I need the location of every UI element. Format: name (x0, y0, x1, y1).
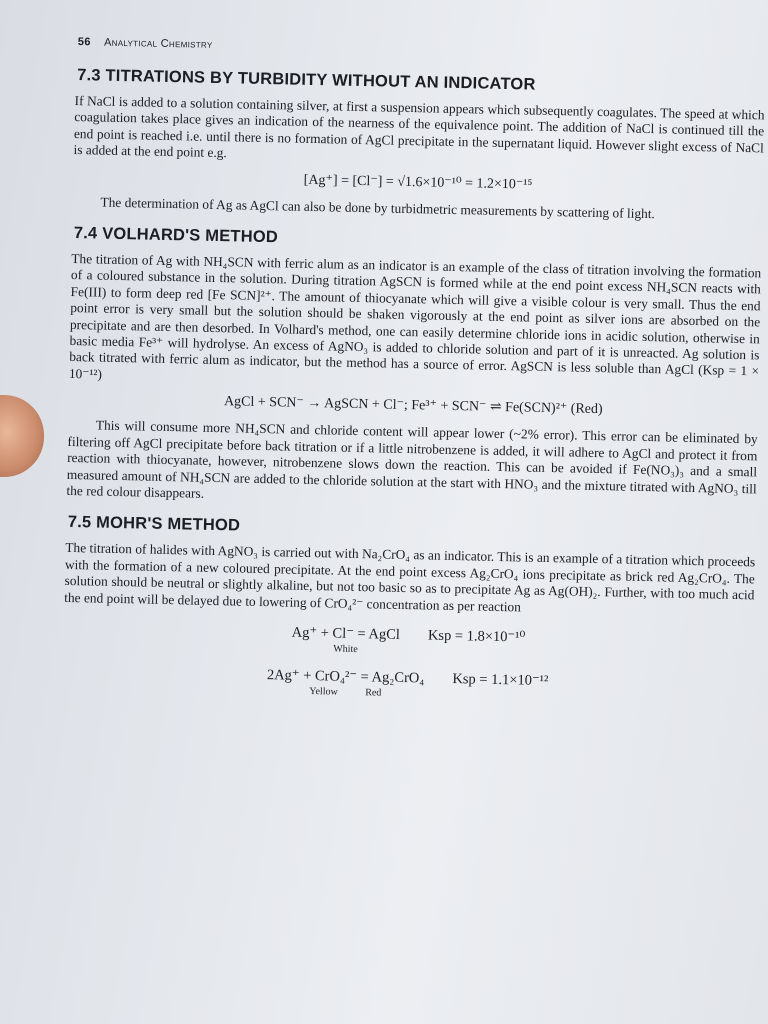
paragraph: This will consume more NH₄SCN and chloride content will appear lower (~2% error). This error can be eliminated by filtering off AgCl precipitate before back titration or if a little nitrobenzene is added, it will adhere to AgCl and protect it from reaction with thiocyanate, however, nitrobenzene slows down the reaction. This can be avoided if Fe(NO₃)₃ and a small measured amount of NH₄SCN are added to the chloride solution at the start with HNO₃ and the mixture titrated with AgNO₃ till the red colour disappears. (66, 417, 758, 501)
section-heading: 7.3 TITRATIONS BY TURBIDITY WITHOUT AN INDICATOR (76, 66, 536, 94)
section-7-4 (66, 224, 762, 514)
precipitate-label: White (333, 643, 358, 655)
equation-silver-chloride (63, 620, 753, 663)
ksp-value: Ksp = 1.8×10⁻¹⁰ (427, 627, 526, 646)
section-heading: 7.4 VOLHARD'S METHOD (73, 224, 279, 247)
precipitate-label: Red (365, 687, 382, 699)
section-7-3 (72, 66, 765, 224)
equation-silver-chromate (62, 663, 752, 706)
paragraph: The titration of Ag with NH₄SCN with ferric alum as an indicator is an example of the class of titration involving the formation of a coloured substance in the solution. During titration AgSCN is formed while at the end point excess NH₄SCN reacts with Fe(III) to form deep red [Fe SCN]²⁺. The amount of thiocyanate which will give a visible colour is very small. Thus the end point error is very small but the solution should be shaken vigorously at the end point as silver ions are absorbed on the precipitate and are then desorbed. In Volhard's method, one can easily determine chloride ions in acidic solution, otherwise in basic media Fe³⁺ will hydrolyse. An excess of AgNO₃ is added to chloride solution and part of it is unreacted. Ag solution is back titrated with ferric alum as indicator, but the method has a source of error. AgSCN is less soluble than AgCl (Ksp = 1 × 10⁻¹²) (68, 250, 762, 382)
equation: AgCl + SCN⁻ → AgSCN + Cl⁻; Fe³⁺ + SCN⁻ ⇌ Fe(SCN)²⁺ (Red) (223, 394, 603, 418)
equation: [Ag⁺] = [Cl⁻] = √1.6×10⁻¹⁰ = 1.2×10⁻¹⁵ (303, 172, 533, 193)
section-7-5 (62, 513, 756, 706)
running-head-title: Analytical Chemistry (103, 36, 213, 51)
thumb (0, 395, 44, 477)
page-content (62, 36, 766, 710)
paragraph: The determination of Ag as AgCl can also be done by turbidmetric measurements by scattering of light. (100, 194, 656, 221)
ksp-value: Ksp = 1.1×10⁻¹² (452, 670, 549, 689)
paragraph: The titration of halides with AgNO₃ is carried out with Na₂CrO₄ as an indicator. This is an example of a titration which proceeds with the formation of a new coloured precipitate. At the end point excess Ag₂CrO₄ ions precipitate as brick red Ag₂CrO₄. The solution should be neutral or slightly alkaline, but not too basic so as to precipitate Ag as Ag(OH)₂. Further, with too much acid the end point will be delayed due to lowering of CrO₄²⁻ concentration as per reaction (64, 540, 756, 614)
reaction: 2Ag⁺ + CrO₄²⁻ = Ag₂CrO₄ (266, 667, 425, 687)
chromate-label: Yellow (309, 685, 338, 698)
running-head (78, 36, 766, 62)
paragraph: If NaCl is added to a solution containing silver, at first a suspension appears which subsequently coagulates. The speed at which coagulation takes place gives an indication of the nearness of the equivalence point. The addition of NaCl is continued till the end point is reached i.e. until there is no formation of AgCl precipitate in the supernatant liquid. However slight excess of NaCl is added at the end point e.g. (73, 92, 765, 161)
reaction: Ag⁺ + Cl⁻ = AgCl (291, 624, 401, 643)
page-number: 56 (77, 36, 91, 49)
section-heading: 7.5 MOHR'S METHOD (67, 513, 241, 535)
